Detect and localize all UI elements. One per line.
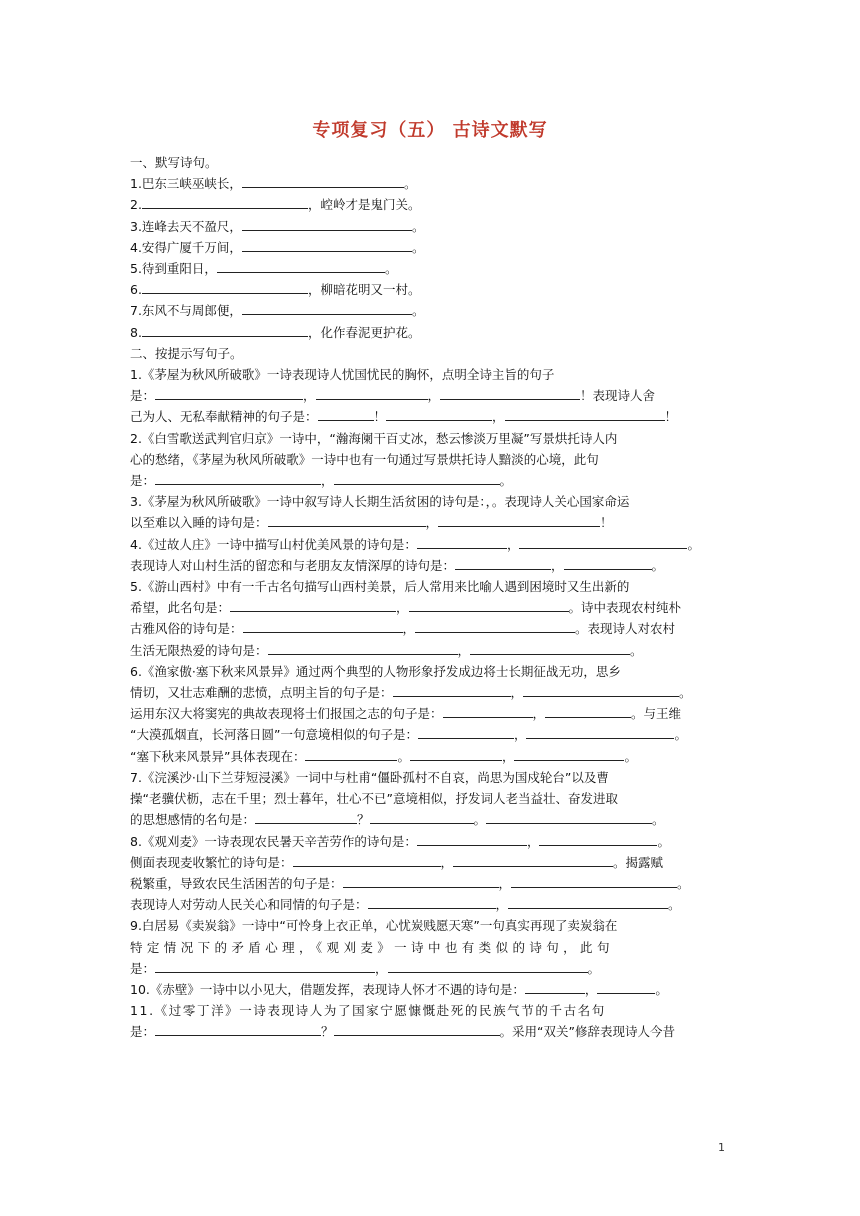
question-2-6-line-4: “大漠孤烟直，长河落日圆”一句意境相似的句子是： ， 。 xyxy=(130,727,687,743)
question-2-11-line-2: 是： ？ 。采用“双关”修辞表现诗人今昔 xyxy=(130,1024,675,1040)
answer-blank[interactable] xyxy=(545,704,631,718)
section-heading-1: 一、默写诗句。 xyxy=(130,155,218,170)
answer-blank[interactable] xyxy=(393,683,511,697)
question-1-4: 4.安得广厦千万间， 。 xyxy=(130,239,425,255)
question-2-9-line-1: 9.白居易《卖炭翁》一诗中“可怜身上衣正单，心忧炭贱愿天寒”一句真实再现了卖炭翁在 xyxy=(130,918,618,934)
answer-blank[interactable] xyxy=(242,238,412,252)
question-2-6-line-1: 6.《渔家傲·塞下秋来风景异》通过两个典型的人物形象抒发成边将士长期征战无功，思乡 xyxy=(130,663,621,679)
question-2-8-line-3: 税繁重，导致农民生活困苦的句子是： ， 。 xyxy=(130,875,690,891)
answer-blank[interactable] xyxy=(514,747,624,761)
question-2-2-line-1: 2.《白雪歌送武判官归京》一诗中，“瀚海阑干百丈冰，愁云惨淡万里凝”写景烘托诗人内 xyxy=(130,430,618,446)
answer-blank[interactable] xyxy=(505,407,665,421)
question-2-6-line-5: “塞下秋来风景异”具体表现在： 。 ， 。 xyxy=(130,748,637,764)
answer-blank[interactable] xyxy=(242,217,412,231)
document-title: 专项复习（五） 古诗文默写 xyxy=(312,120,548,141)
question-1-6: 6. ，柳暗花明又一村。 xyxy=(130,282,421,298)
question-2-3-line-1: 3.《茅屋为秋风所破歌》一诗中叙写诗人长期生活贫困的诗句是：，。表现诗人关心国家命运 xyxy=(130,494,630,510)
answer-blank[interactable] xyxy=(508,895,668,909)
answer-blank[interactable] xyxy=(443,704,533,718)
answer-blank[interactable] xyxy=(242,301,412,315)
answer-blank[interactable] xyxy=(155,386,303,400)
question-2-1-line-2: 是： ， ， ！表现诗人舍 xyxy=(130,388,656,404)
answer-blank[interactable] xyxy=(455,556,551,570)
answer-blank[interactable] xyxy=(386,407,492,421)
answer-blank[interactable] xyxy=(293,853,441,867)
question-2-1-line-3: 己为人、无私奉献精神的句子是： ！ ， ！ xyxy=(130,409,678,425)
answer-blank[interactable] xyxy=(243,619,403,633)
question-2-8-line-1: 8.《观刈麦》一诗表现农民暑天辛苦劳作的诗句是： ， 。 xyxy=(130,833,670,849)
question-2-7-line-2: 操“老骥伏枥，志在千里；烈士暮年，壮心不已”意境相似，抒发词人老当益壮、奋发进取 xyxy=(130,791,618,807)
question-2-9-line-2: 特定情况下的矛盾心理，《观刈麦》一诗中也有类似的诗句，此句 xyxy=(130,939,614,955)
answer-blank[interactable] xyxy=(388,959,588,973)
question-1-7: 7.东风不与周郎便， 。 xyxy=(130,303,425,319)
question-2-7-line-1: 7.《浣溪沙·山下兰芽短浸溪》一词中与杜甫“僵卧孤村不自哀，尚思为国戍轮台”以及曹 xyxy=(130,769,609,785)
answer-blank[interactable] xyxy=(142,195,308,209)
question-2-3-line-2: 以至难以入睡的诗句是： ， ！ xyxy=(130,515,613,531)
answer-blank[interactable] xyxy=(242,174,404,188)
answer-blank[interactable] xyxy=(368,895,496,909)
answer-blank[interactable] xyxy=(564,556,652,570)
question-2-10: 10.《赤壁》一诗中以小见大，借题发挥，表现诗人怀才不遇的诗句是： ， 。 xyxy=(130,981,668,997)
answer-blank[interactable] xyxy=(415,619,575,633)
answer-blank[interactable] xyxy=(440,386,580,400)
page-number: 1 xyxy=(718,1141,725,1154)
answer-blank[interactable] xyxy=(142,280,308,294)
answer-blank[interactable] xyxy=(410,747,502,761)
question-2-5-line-3: 古雅风俗的诗句是： ， 。表现诗人对农村 xyxy=(130,621,676,637)
question-1-1: 1.巴东三峡巫峡长， 。 xyxy=(130,176,417,192)
answer-blank[interactable] xyxy=(418,725,514,739)
answer-blank[interactable] xyxy=(343,874,499,888)
answer-blank[interactable] xyxy=(470,641,630,655)
question-2-4-line-2: 表现诗人对山村生活的留恋和与老朋友友情深厚的诗句是： ， 。 xyxy=(130,557,665,573)
answer-blank[interactable] xyxy=(519,535,687,549)
question-2-8-line-2: 侧面表现麦收繁忙的诗句是： ， 。揭露赋 xyxy=(130,854,664,870)
question-2-6-line-2: 情切，又壮志难酬的悲愤，点明主旨的句子是： ， 。 xyxy=(130,685,692,701)
answer-blank[interactable] xyxy=(539,832,657,846)
answer-blank[interactable] xyxy=(268,641,458,655)
answer-blank[interactable] xyxy=(525,980,585,994)
answer-blank[interactable] xyxy=(453,853,613,867)
answer-blank[interactable] xyxy=(511,874,677,888)
question-2-5-line-4: 生活无限热爱的诗句是： ， 。 xyxy=(130,642,643,658)
question-2-5-line-2: 希望，此名句是： ， 。诗中表现农村纯朴 xyxy=(130,600,682,616)
question-2-1-line-1: 1.《茅屋为秋风所破歌》一诗表现诗人忧国忧民的胸怀，点明全诗主旨的句子 xyxy=(130,367,555,383)
answer-blank[interactable] xyxy=(217,259,385,273)
answer-blank[interactable] xyxy=(268,513,426,527)
answer-blank[interactable] xyxy=(486,810,652,824)
question-2-7-line-3: 的思想感情的名句是： ？ 。 。 xyxy=(130,812,665,828)
question-2-6-line-3: 运用东汉大将窦宪的典故表现将士们报国之志的句子是： ， 。与王维 xyxy=(130,706,682,722)
answer-blank[interactable] xyxy=(142,323,308,337)
answer-blank[interactable] xyxy=(155,471,321,485)
answer-blank[interactable] xyxy=(438,513,600,527)
answer-blank[interactable] xyxy=(523,683,679,697)
answer-blank[interactable] xyxy=(417,535,507,549)
question-1-8: 8. ，化作春泥更护花。 xyxy=(130,324,421,340)
answer-blank[interactable] xyxy=(155,1022,321,1036)
question-2-8-line-4: 表现诗人对劳动人民关心和同情的句子是： ， 。 xyxy=(130,897,681,913)
answer-blank[interactable] xyxy=(318,407,374,421)
answer-blank[interactable] xyxy=(230,598,396,612)
answer-blank[interactable] xyxy=(597,980,655,994)
answer-blank[interactable] xyxy=(334,1022,500,1036)
answer-blank[interactable] xyxy=(370,810,474,824)
question-2-5-line-1: 5.《游山西村》中有一千古名句描写山西村美景，后人常用来比喻人遇到困境时又生出新的 xyxy=(130,579,630,595)
question-2-11-line-1: 11.《过零丁洋》一诗表现诗人为了国家宁愿慷慨赴死的民族气节的千古名句 xyxy=(130,1003,606,1019)
answer-blank[interactable] xyxy=(334,471,500,485)
section-heading-2: 二、按提示写句子。 xyxy=(130,345,243,361)
document-body xyxy=(130,152,730,1043)
question-2-2-line-2: 心的愁绪，《茅屋为秋风所破歌》一诗中也有一句通过写景烘托诗人黯淡的心境，此句 xyxy=(130,451,599,467)
question-1-5: 5.待到重阳日， 。 xyxy=(130,261,398,277)
question-2-2-line-3: 是： ， 。 xyxy=(130,473,513,489)
question-1-3: 3.连峰去天不盈尺， 。 xyxy=(130,218,425,234)
question-1-2: 2. ，崆岭才是鬼门关。 xyxy=(130,197,421,213)
question-2-4-line-1: 4.《过故人庄》一诗中描写山村优美风景的诗句是： ， 。 xyxy=(130,536,700,552)
answer-blank[interactable] xyxy=(155,959,375,973)
answer-blank[interactable] xyxy=(417,832,527,846)
answer-blank[interactable] xyxy=(305,747,397,761)
answer-blank[interactable] xyxy=(255,810,357,824)
answer-blank[interactable] xyxy=(409,598,569,612)
answer-blank[interactable] xyxy=(526,725,674,739)
answer-blank[interactable] xyxy=(316,386,428,400)
question-2-9-line-3: 是： ， 。 xyxy=(130,960,601,976)
